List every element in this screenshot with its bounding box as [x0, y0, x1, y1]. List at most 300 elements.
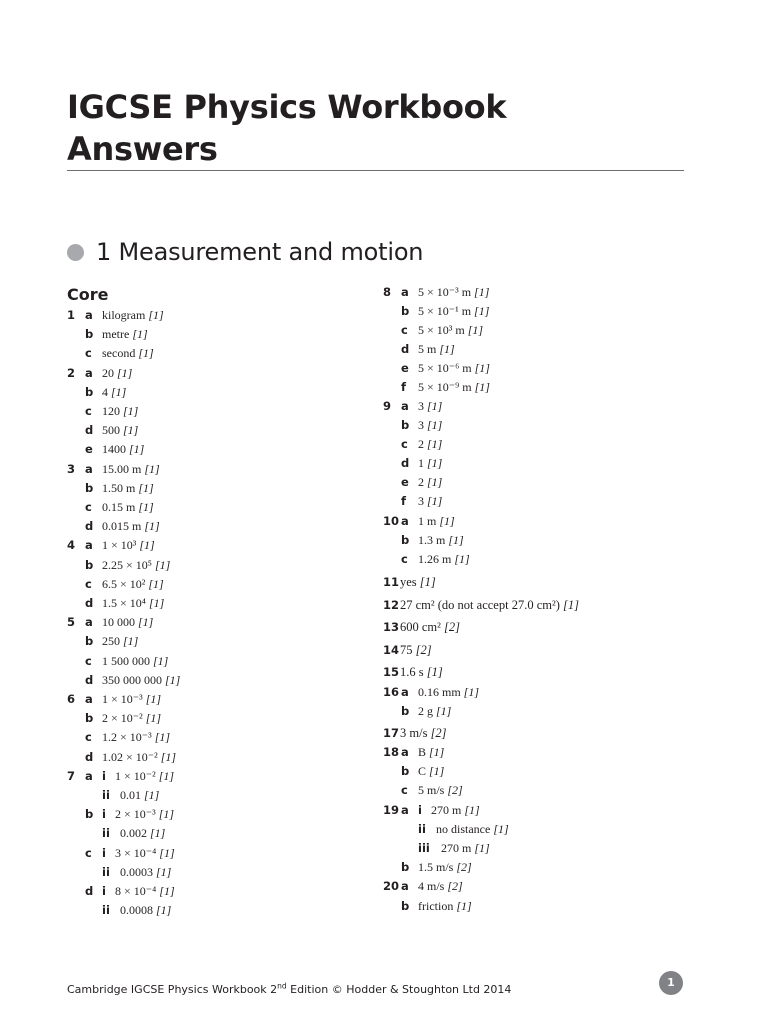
- question-number: 20: [383, 879, 400, 893]
- mark-value: [1]: [138, 480, 154, 495]
- mark-value: [1]: [123, 634, 139, 649]
- mark-value: [1]: [117, 365, 133, 380]
- mark-value: [1]: [150, 826, 166, 841]
- mark-value: [1]: [159, 884, 175, 898]
- answer-line: [383, 743, 683, 762]
- part-label: f: [401, 380, 407, 394]
- mark-value: [1]: [474, 361, 490, 375]
- question-number: 16: [383, 685, 400, 699]
- mark-value: [1]: [419, 575, 436, 589]
- answer: [436, 820, 509, 839]
- part-label: a: [401, 685, 409, 699]
- subpart-label: ii: [102, 788, 110, 802]
- part-label: c: [85, 730, 92, 745]
- answer: [102, 383, 126, 402]
- question-number: 6: [67, 692, 76, 706]
- footer-text-after: Edition © Hodder & Stoughton Ltd 2014: [286, 983, 512, 996]
- answer-text: 1.5 × 10⁴: [102, 596, 146, 610]
- mark-value: [1]: [139, 538, 155, 553]
- answer: [418, 762, 444, 781]
- question-number: 9: [383, 399, 392, 413]
- answer-text: 5 × 10⁻⁶ m: [418, 361, 472, 375]
- answer: [102, 325, 148, 344]
- answer-text: 5 m: [418, 342, 437, 356]
- answer-text: yes: [400, 575, 417, 589]
- footer-text: Cambridge IGCSE Physics Workbook 2: [67, 983, 278, 996]
- answers-right-column: [383, 283, 683, 923]
- answer-text: 2 × 10⁻²: [102, 711, 143, 726]
- answer-text: 0.16 mm: [418, 685, 461, 699]
- part-label: b: [401, 764, 410, 778]
- answer-text: 2: [418, 475, 424, 489]
- part-label: b: [85, 384, 94, 399]
- part-label: a: [401, 514, 409, 528]
- answer-line: [383, 641, 683, 660]
- answer-text: B: [418, 745, 427, 759]
- part-label: b: [85, 480, 94, 495]
- question-number: 18: [383, 745, 400, 759]
- part-label: a: [85, 308, 93, 322]
- answer: [400, 573, 436, 592]
- subpart-label: ii: [418, 822, 426, 836]
- mark-value: [1]: [138, 615, 154, 630]
- answer: [115, 805, 174, 824]
- title-line: IGCSE Physics Workbook: [67, 88, 507, 126]
- answer-line: [383, 454, 683, 473]
- footer-superscript: nd: [277, 981, 287, 991]
- answer-line: [67, 536, 367, 555]
- mark-value: [2]: [447, 879, 463, 893]
- answer: [400, 641, 432, 660]
- answer-line: [67, 421, 367, 440]
- mark-value: [1]: [123, 423, 139, 438]
- answer: [418, 359, 490, 378]
- answer-text: 3: [418, 399, 424, 413]
- part-label: d: [85, 423, 94, 438]
- answer-line: [383, 473, 683, 492]
- answer-text: 0.002: [120, 826, 147, 841]
- part-label: c: [401, 783, 408, 797]
- answer-line: [383, 724, 683, 743]
- part-label: b: [85, 634, 94, 649]
- mark-value: [1]: [153, 653, 169, 668]
- answer-line: [383, 839, 683, 858]
- answer-line: [67, 805, 367, 824]
- answer-text: 1 500 000: [102, 653, 150, 668]
- answer: [400, 618, 460, 637]
- answer-text: 1 m: [418, 514, 437, 528]
- part-label: d: [85, 596, 94, 610]
- answer: [120, 901, 171, 920]
- answer-text: 500: [102, 423, 120, 438]
- answer-text: friction: [418, 899, 454, 913]
- question-number: 1: [67, 308, 76, 322]
- mark-value: [1]: [145, 711, 162, 726]
- mark-value: [2]: [447, 783, 463, 797]
- answer-text: 1.6 s: [400, 665, 424, 679]
- part-label: a: [85, 538, 93, 553]
- answer: [418, 702, 451, 721]
- answer: [418, 454, 442, 473]
- answer-line: [383, 321, 683, 340]
- answer-line: [67, 440, 367, 459]
- mark-value: [1]: [158, 768, 175, 783]
- mark-value: [1]: [427, 437, 443, 451]
- part-label: a: [401, 285, 409, 299]
- answer: [120, 863, 171, 882]
- answer: [120, 824, 165, 843]
- answer: [102, 556, 170, 575]
- part-label: d: [85, 519, 94, 534]
- mark-value: [1]: [148, 576, 164, 591]
- part-label: a: [85, 461, 93, 476]
- answer: [418, 416, 442, 435]
- answer-line: [67, 498, 367, 517]
- answer-line: [383, 663, 683, 682]
- answer-text: 15.00 m: [102, 461, 142, 476]
- answer: [418, 321, 483, 340]
- sub-heading-core: Core: [67, 285, 109, 304]
- mark-value: [1]: [436, 704, 452, 718]
- mark-value: [1]: [144, 461, 160, 476]
- answer: [102, 575, 164, 594]
- answer: [418, 550, 470, 569]
- page-title: [67, 86, 506, 170]
- answer-text: 6.5 × 10²: [102, 576, 146, 591]
- mark-value: [1]: [474, 304, 490, 318]
- part-label: a: [401, 879, 409, 893]
- question-number: 13: [383, 620, 400, 634]
- answer-text: 1 × 10³: [102, 538, 137, 553]
- answer-text: 0.01: [120, 788, 141, 802]
- answer-line: [383, 897, 683, 916]
- answer: [418, 897, 472, 916]
- mark-value: [1]: [463, 685, 480, 699]
- answer: [102, 402, 138, 421]
- answer-text: 1400: [102, 442, 126, 457]
- answer-line: [383, 397, 683, 416]
- mark-value: [1]: [427, 475, 443, 489]
- answer-text: 0.015 m: [102, 519, 142, 534]
- answers-left-column: [67, 306, 367, 926]
- answer-text: 1.02 × 10⁻²: [102, 749, 158, 764]
- answer-line: [383, 283, 683, 302]
- mark-value: [1]: [158, 807, 175, 822]
- part-label: c: [401, 323, 408, 337]
- mark-value: [1]: [456, 899, 472, 913]
- answer-text: 75: [400, 643, 413, 657]
- answer-text: 27 cm² (do not accept 27.0 cm²): [400, 598, 560, 612]
- answer-line: [67, 767, 367, 786]
- answer-line: [67, 613, 367, 632]
- mark-value: [1]: [154, 730, 171, 745]
- answer: [102, 498, 154, 517]
- answer-line: [383, 801, 683, 820]
- answer-line: [67, 344, 367, 363]
- part-label: e: [401, 361, 409, 375]
- mark-value: [1]: [138, 500, 154, 514]
- mark-value: [1]: [464, 803, 480, 817]
- part-label: d: [401, 342, 410, 356]
- answer-line: [383, 820, 683, 839]
- answer-text: 1.3 m: [418, 533, 446, 547]
- question-number: 12: [383, 598, 400, 612]
- answer: [400, 724, 447, 743]
- answer-line: [67, 364, 367, 383]
- question-number: 11: [383, 575, 400, 589]
- answer-text: 0.0008: [120, 903, 153, 918]
- answer-line: [67, 402, 367, 421]
- subpart-label: i: [102, 807, 106, 822]
- part-label: c: [401, 437, 408, 451]
- answer-text: 120: [102, 404, 120, 418]
- subpart-label: ii: [102, 864, 110, 879]
- part-label: b: [401, 304, 410, 318]
- question-number: 2: [67, 365, 76, 380]
- answer: [418, 435, 442, 454]
- subpart-label: i: [418, 803, 422, 817]
- answer-text: 350 000 000: [102, 672, 162, 687]
- answer: [115, 767, 174, 786]
- mark-value: [1]: [145, 692, 162, 706]
- part-label: b: [85, 711, 94, 726]
- answer: [102, 690, 161, 709]
- part-label: c: [85, 404, 92, 418]
- part-label: b: [401, 899, 410, 913]
- part-label: e: [85, 442, 93, 457]
- mark-value: [1]: [429, 745, 445, 759]
- answer: [431, 801, 480, 820]
- answer-text: 5 × 10⁻¹ m: [418, 304, 472, 318]
- answer-line: [383, 492, 683, 511]
- mark-value: [1]: [160, 749, 177, 764]
- mark-value: [2]: [430, 726, 447, 740]
- answer-text: 5 × 10³ m: [418, 323, 465, 337]
- answer: [418, 781, 463, 800]
- answer-line: [67, 786, 367, 805]
- mark-value: [1]: [111, 384, 127, 399]
- answer-text: 5 × 10⁻³ m: [418, 285, 472, 299]
- answer-text: 2: [418, 437, 424, 451]
- question-number: 14: [383, 643, 400, 657]
- page-number: 1: [659, 971, 683, 995]
- answer-line: [67, 306, 367, 325]
- mark-value: [1]: [439, 514, 455, 528]
- question-number: 7: [67, 768, 76, 783]
- answer-text: 4: [102, 384, 108, 399]
- mark-value: [1]: [427, 418, 443, 432]
- answer: [102, 421, 138, 440]
- question-number: 5: [67, 615, 76, 630]
- answer: [418, 378, 490, 397]
- part-label: d: [85, 749, 94, 764]
- answer: [102, 709, 161, 728]
- answer: [418, 283, 489, 302]
- answer-line: [67, 632, 367, 651]
- part-label: b: [401, 418, 410, 432]
- answer-line: [383, 573, 683, 592]
- answer-text: 1.50 m: [102, 480, 136, 495]
- question-number: 4: [67, 538, 76, 553]
- answer-line: [383, 531, 683, 550]
- part-label: a: [401, 399, 409, 413]
- subpart-label: i: [102, 845, 106, 860]
- question-number: 19: [383, 803, 400, 817]
- answer: [418, 877, 463, 896]
- part-label: b: [85, 807, 94, 822]
- answer: [418, 683, 479, 702]
- part-label: c: [85, 346, 92, 361]
- answer: [418, 531, 464, 550]
- answer-text: no distance: [436, 822, 491, 836]
- answer: [115, 844, 175, 863]
- part-label: b: [401, 533, 410, 547]
- part-label: c: [85, 653, 92, 668]
- answer-line: [67, 728, 367, 747]
- answer-line: [67, 748, 367, 767]
- answer-line: [67, 383, 367, 402]
- question-number: 17: [383, 726, 400, 740]
- answer-line: [67, 325, 367, 344]
- answer: [400, 663, 443, 682]
- mark-value: [1]: [427, 399, 443, 413]
- mark-value: [1]: [148, 308, 164, 322]
- mark-value: [1]: [563, 598, 579, 612]
- subpart-label: i: [102, 768, 106, 783]
- answer: [418, 858, 472, 877]
- answer: [102, 517, 160, 536]
- mark-value: [1]: [429, 764, 445, 778]
- title-line: Answers: [67, 130, 218, 168]
- part-label: d: [85, 884, 94, 898]
- answer: [400, 596, 579, 615]
- answer-text: 2 × 10⁻³: [115, 807, 156, 822]
- answer-line: [383, 550, 683, 569]
- mark-value: [1]: [427, 456, 443, 470]
- answer: [102, 671, 180, 690]
- mark-value: [1]: [156, 864, 172, 879]
- answer-text: C: [418, 764, 427, 778]
- mark-value: [1]: [427, 494, 443, 508]
- answer-text: 1.26 m: [418, 552, 452, 566]
- answer: [102, 632, 138, 651]
- answer-line: [383, 378, 683, 397]
- mark-value: [1]: [474, 285, 490, 299]
- answer-line: [383, 512, 683, 531]
- answer-text: 0.0003: [120, 864, 153, 879]
- answer-line: [67, 882, 367, 901]
- answer-line: [383, 340, 683, 359]
- answer-line: [383, 359, 683, 378]
- part-label: b: [401, 704, 410, 718]
- answer-line: [67, 901, 367, 920]
- answer-line: [67, 594, 367, 613]
- answer-line: [383, 416, 683, 435]
- answer: [102, 594, 164, 613]
- part-label: a: [401, 745, 409, 759]
- answer: [102, 306, 164, 325]
- mark-value: [1]: [454, 552, 470, 566]
- mark-value: [1]: [129, 442, 145, 457]
- answer: [418, 743, 444, 762]
- part-label: c: [85, 845, 92, 860]
- part-label: a: [85, 692, 93, 706]
- section-title: 1 Measurement and motion: [96, 238, 424, 266]
- mark-value: [2]: [415, 643, 432, 657]
- mark-value: [1]: [138, 346, 154, 361]
- part-label: b: [401, 860, 410, 874]
- question-number: 15: [383, 665, 400, 679]
- mark-value: [1]: [474, 380, 490, 394]
- answer: [441, 839, 490, 858]
- answer-line: [383, 302, 683, 321]
- answer: [115, 882, 175, 901]
- answer-line: [67, 652, 367, 671]
- answer-line: [383, 683, 683, 702]
- answer-line: [67, 824, 367, 843]
- mark-value: [1]: [144, 788, 160, 802]
- mark-value: [1]: [159, 845, 175, 860]
- mark-value: [1]: [474, 841, 490, 855]
- answer-text: 1 × 10⁻²: [115, 768, 156, 783]
- part-label: b: [85, 327, 94, 342]
- subpart-label: ii: [102, 826, 110, 841]
- mark-value: [1]: [165, 672, 181, 687]
- part-label: a: [85, 365, 93, 380]
- answer: [418, 340, 455, 359]
- answer: [102, 344, 154, 363]
- answer-text: kilogram: [102, 308, 146, 322]
- answer-line: [383, 858, 683, 877]
- answer-line: [67, 479, 367, 498]
- part-label: b: [85, 557, 94, 572]
- answer-text: 600 cm²: [400, 620, 441, 634]
- answer-line: [383, 596, 683, 615]
- part-label: a: [401, 803, 409, 817]
- part-label: f: [401, 494, 407, 508]
- answer-text: 5 × 10⁻⁹ m: [418, 380, 472, 394]
- mark-value: [1]: [448, 533, 464, 547]
- answer-text: 1.2 × 10⁻³: [102, 730, 152, 745]
- answer-line: [67, 690, 367, 709]
- answer-text: second: [102, 346, 136, 361]
- mark-value: [1]: [144, 519, 160, 534]
- question-number: 3: [67, 461, 76, 476]
- answer-text: 1 × 10⁻³: [102, 692, 143, 706]
- mark-value: [1]: [154, 557, 171, 572]
- answer: [102, 479, 154, 498]
- answer-line: [67, 575, 367, 594]
- answer-line: [383, 702, 683, 721]
- mark-value: [1]: [148, 596, 165, 610]
- mark-value: [1]: [439, 342, 455, 356]
- mark-value: [1]: [467, 323, 484, 337]
- answer-text: 3 m/s: [400, 726, 428, 740]
- mark-value: [1]: [156, 903, 172, 918]
- mark-value: [1]: [426, 665, 443, 679]
- question-number: 8: [383, 285, 392, 299]
- answer-text: 250: [102, 634, 120, 649]
- answer: [418, 397, 442, 416]
- mark-value: [1]: [123, 404, 139, 418]
- answer: [102, 364, 132, 383]
- answer-text: 0.15 m: [102, 500, 136, 514]
- answer-text: 1.5 m/s: [418, 860, 454, 874]
- answer-line: [383, 435, 683, 454]
- answer-line: [67, 556, 367, 575]
- answer-line: [67, 517, 367, 536]
- subpart-label: iii: [418, 841, 430, 855]
